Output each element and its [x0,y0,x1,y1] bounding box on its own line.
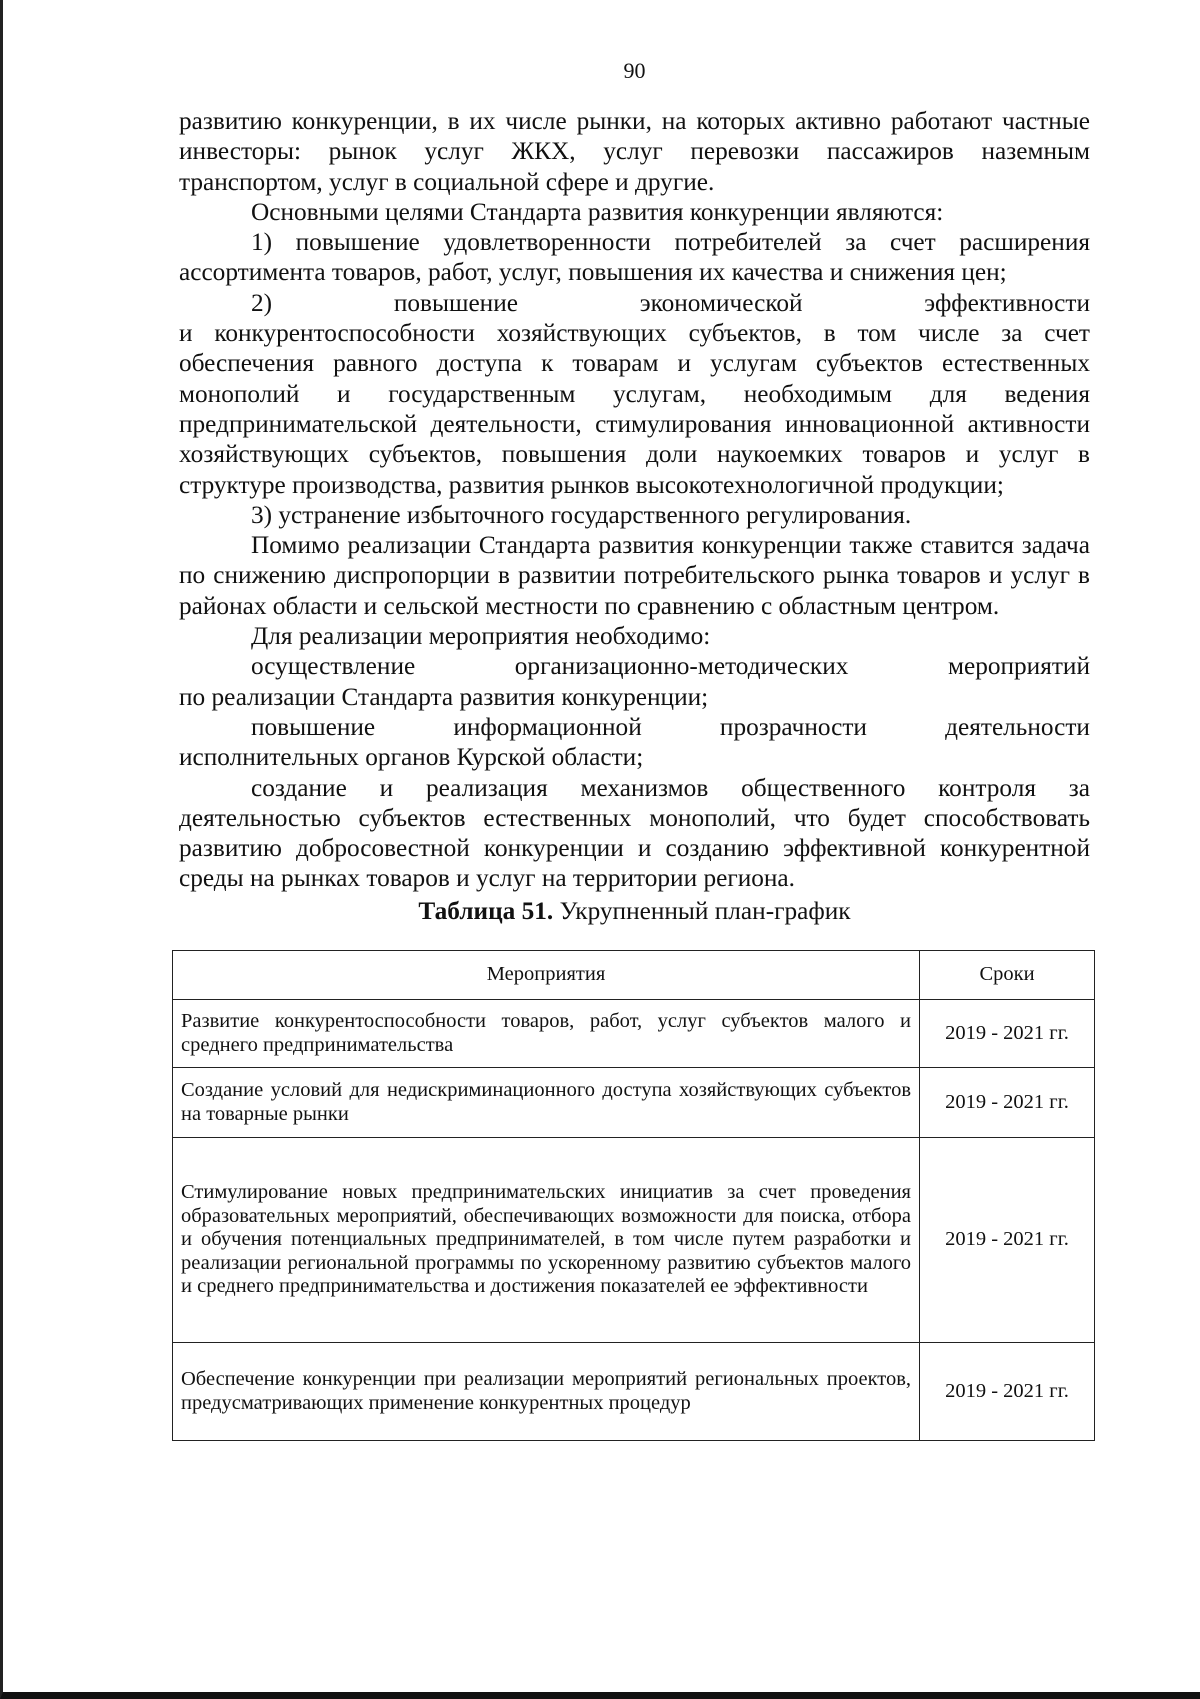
table-caption [179,896,1090,926]
word: информационной [453,712,642,741]
paragraph-2: Основными целями Стандарта развития конкуренции являются: [251,197,944,226]
word: повышение [393,288,518,317]
paragraph-7: Для реализации мероприятия необходимо: [251,622,711,651]
table-row [173,1343,1095,1441]
activity-cell: Создание условий для недискриминационного доступа хозяйствующих субъектов на товарные рынки [173,1068,920,1138]
word: деятельности [945,712,1090,741]
word: осуществление [251,652,416,681]
activity-cell: Обеспечение конкуренции при реализации мероприятий региональных проектов, предусматривающих применение конкурентных процедур [173,1343,920,1441]
paragraph-1: развитию конкуренции, в их числе рынки, на которых активно работают частные инвесторы: рынок услуг ЖКХ, услуг перевозки пассажиров наземным транспортом, услуг в социальной сфере и другие. [179,107,1090,196]
term-cell: 2019 - 2021 гг. [920,1138,1095,1343]
activity-cell: Стимулирование новых предпринимательских инициатив за счет проведения образовательных мероприятий, обеспечивающих возможности для поиска, отбора и обучения потенциальных предпринимателей, в том числе путем разработки и реализации региональной программы по ускоренному развитию субъектов малого и среднего предпринимательства и достижения показателей ее эффективности [173,1138,920,1343]
paragraph-10: создание и реализация механизмов общественного контроля за деятельностью субъектов естественных монополий, что будет способствовать развитию добросовестной конкуренции и созданию эффективной конкурентной среды на рынках товаров и услуг на территории региона. [179,773,1090,893]
page-number: 90 [623,58,646,83]
paragraph-4-first-line [179,288,1090,318]
paragraph-3: 1) повышение удовлетворенности потребителей за счет расширения ассортимента товаров, работ, услуг, повышения их качества и снижения цен; [179,228,1090,287]
term-cell: 2019 - 2021 гг. [920,1068,1095,1138]
schedule-table [172,950,1095,1441]
table-row [173,1138,1095,1343]
term-cell: 2019 - 2021 гг. [920,1000,1095,1068]
column-header-terms: Сроки [920,951,1095,1000]
document-page [179,58,1090,1441]
word: повышение [251,712,376,741]
word: 2) [251,288,273,317]
word: мероприятий [947,652,1090,681]
paragraph-4: и конкурентоспособности хозяйствующих субъектов, в том числе за счет обеспечения равного доступа к товарам и услугам субъектов естественных монополий и государственным услугам, необходимым для ведения предпринимательской деятельности, стимулирования инновационной активности хозяйствующих субъектов, повышения доли наукоемких товаров и услуг в структуре производства, развития рынков высокотехнологичной продукции; [179,319,1090,499]
table-header-row [173,951,1095,1000]
word: прозрачности [719,712,867,741]
word: экономической [639,288,803,317]
column-header-activities: Мероприятия [173,951,920,1000]
table-row [173,1068,1095,1138]
table-caption-number: Таблица 51. [418,896,554,925]
paragraph-8: по реализации Стандарта развития конкуренции; [179,682,709,711]
term-cell: 2019 - 2021 гг. [920,1343,1095,1441]
activity-cell: Развитие конкурентоспособности товаров, работ, услуг субъектов малого и среднего предпринимательства [173,1000,920,1068]
table-caption-title: Укрупненный план-график [553,896,851,925]
word: эффективности [924,288,1090,317]
paragraph-5: 3) устранение избыточного государственного регулирования. [251,500,912,529]
table-row [173,1000,1095,1068]
paragraph-9-first-line [179,712,1090,742]
paragraph-8-first-line [179,651,1090,681]
paragraph-9: исполнительных органов Курской области; [179,743,644,772]
paragraph-6: Помимо реализации Стандарта развития конкуренции также ставится задача по снижению диспропорции в развитии потребительского рынка товаров и услуг в районах области и сельской местности по сравнению с областным центром. [179,531,1090,620]
word: организационно-методических [514,652,849,681]
